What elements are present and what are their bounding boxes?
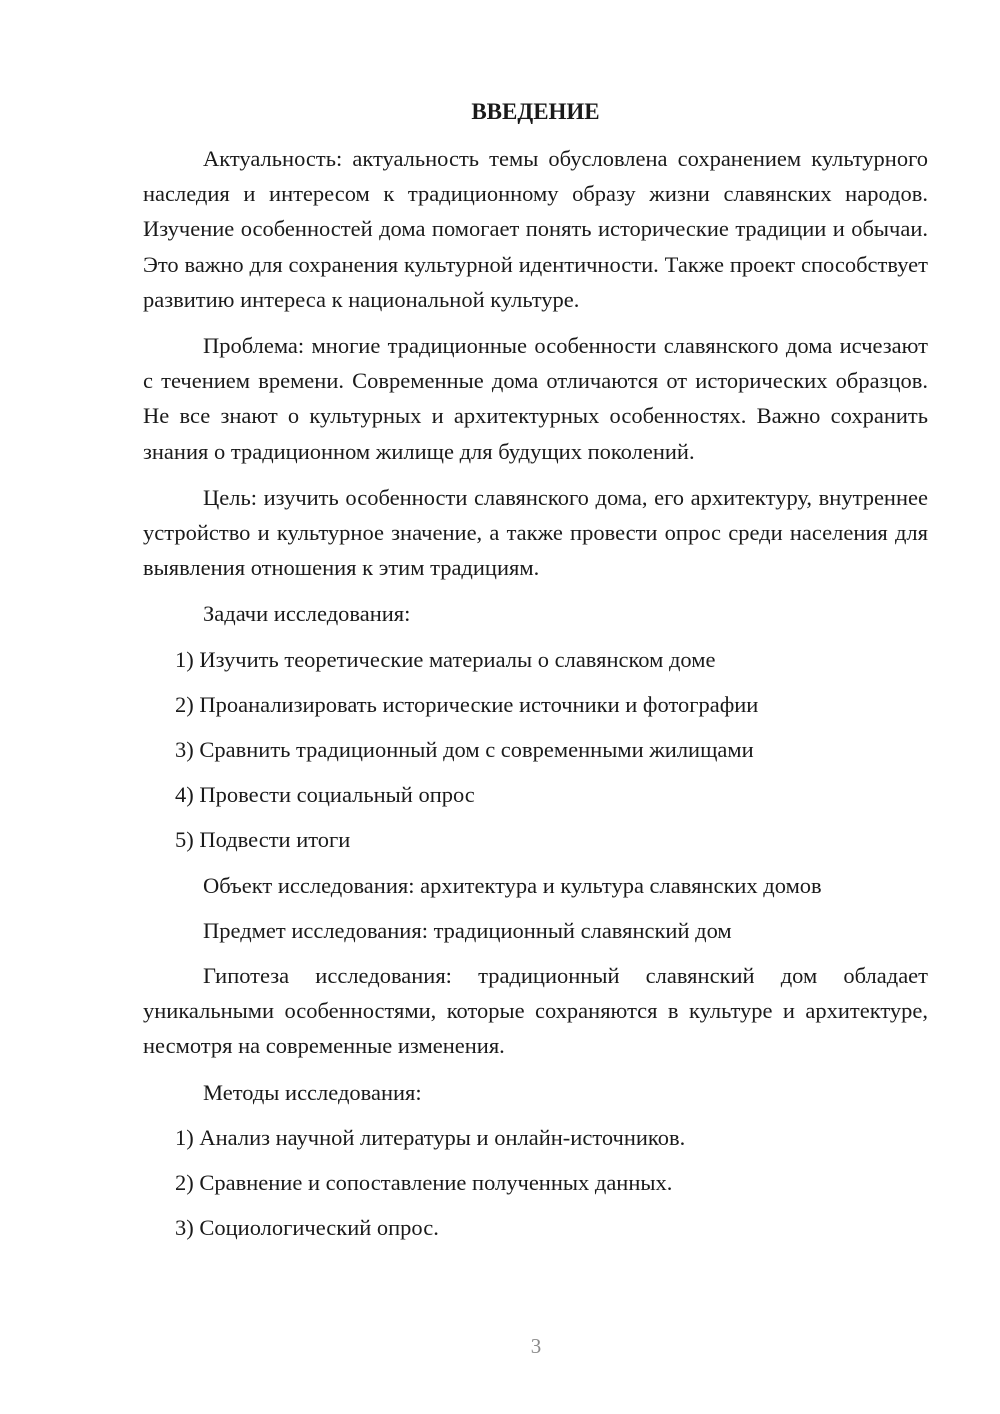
page-content bbox=[143, 94, 928, 1255]
object-line: Объект исследования: архитектура и культура славянских домов bbox=[203, 872, 822, 898]
tasks-list bbox=[143, 642, 928, 858]
list-item: 3) Социологический опрос. bbox=[175, 1215, 439, 1241]
page-number: 3 bbox=[530, 1334, 542, 1358]
goal-paragraph: Цель: изучить особенности славянского дома, его архитектуру, внутреннее устройство и культурное значение, а также провести опрос среди населения для выявления отношения к этим традициям. bbox=[143, 484, 928, 581]
list-item: 1) Изучить теоретические материалы о славянском доме bbox=[175, 646, 716, 672]
list-item: 2) Сравнение и сопоставление полученных данных. bbox=[175, 1170, 673, 1196]
methods-list bbox=[143, 1120, 928, 1246]
list-item: 1) Анализ научной литературы и онлайн-источников. bbox=[175, 1124, 686, 1150]
hypothesis-paragraph: Гипотеза исследования: традиционный славянский дом обладает уникальными особенностями, которые сохраняются в культуре и архитектуре, несмотря на современные изменения. bbox=[143, 963, 928, 1059]
list-item: 2) Проанализировать исторические источники и фотографии bbox=[175, 691, 759, 717]
problem-paragraph: Проблема: многие традиционные особенности славянского дома исчезают с течением времени. Современные дома отличаются от исторических образцов. Не все знают о культурных и архитектурных особенностях. Важно сохранить знания о традиционном жилище для будущих поколений. bbox=[143, 333, 928, 464]
list-item: 3) Сравнить традиционный дом с современными жилищами bbox=[175, 737, 754, 763]
methods-heading: Методы исследования: bbox=[203, 1079, 422, 1105]
tasks-heading: Задачи исследования: bbox=[203, 601, 411, 627]
subject-line: Предмет исследования: традиционный славянский дом bbox=[203, 917, 732, 943]
relevance-paragraph: Актуальность: актуальность темы обусловлена сохранением культурного наследия и интересом к традиционному образу жизни славянских народов. Изучение особенностей дома помогает понять исторические традиции и обычаи. Это важно для сохранения культурной идентичности. Также проект способствует развитию интереса к национальной культуре. bbox=[143, 146, 928, 312]
list-item: 5) Подвести итоги bbox=[175, 827, 351, 853]
section-title: ВВЕДЕНИЕ bbox=[471, 99, 600, 124]
list-item: 4) Провести социальный опрос bbox=[175, 782, 475, 808]
